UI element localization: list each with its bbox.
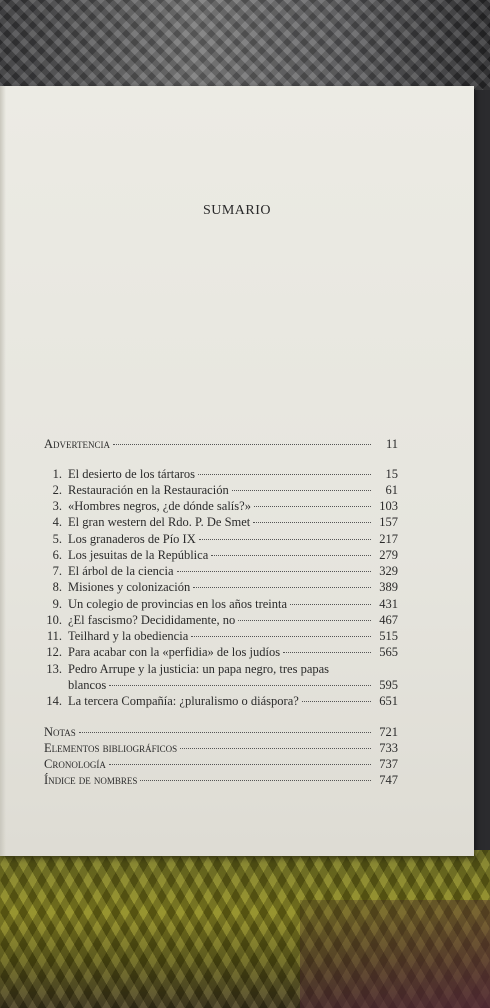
toc-label: Los jesuitas de la República	[68, 548, 209, 562]
toc-chapter-number: 3.	[52, 499, 62, 513]
toc-label: Cronología	[44, 757, 106, 771]
toc-row-advertencia	[44, 437, 398, 452]
toc-row-chapter	[40, 597, 398, 612]
toc-label: Restauración en la Restauración	[68, 483, 229, 497]
toc-label: Pedro Arrupe y la justicia: un papa negro, tres papas	[68, 662, 330, 676]
dot-leader	[253, 522, 371, 523]
dot-leader	[79, 732, 371, 733]
toc-page-number: 217	[379, 532, 398, 546]
dot-leader	[193, 587, 371, 588]
toc-page-number: 565	[379, 645, 398, 659]
toc-label: ¿El fascismo? Decididamente, no	[68, 613, 236, 627]
toc-page-number: 747	[379, 773, 398, 787]
toc-page-number: 737	[379, 757, 398, 771]
toc-row-chapter	[40, 499, 398, 514]
toc-row-chapter	[40, 532, 398, 547]
page-title: SUMARIO	[202, 203, 272, 218]
dot-leader	[211, 555, 371, 556]
toc-row-chapter	[40, 580, 398, 595]
toc-row-chapter	[40, 564, 398, 579]
toc-chapter-number: 1.	[52, 467, 62, 481]
toc-label: El árbol de la ciencia	[68, 564, 174, 578]
toc-page-number: 61	[385, 483, 398, 497]
toc-chapter-number: 14.	[46, 694, 62, 708]
dot-leader	[254, 506, 371, 507]
toc-label: Un colegio de provincias en los años treinta	[68, 597, 288, 611]
toc-row-chapter	[40, 629, 398, 644]
toc-page-number: 721	[379, 725, 398, 739]
toc-label: Teilhard y la obediencia	[68, 629, 189, 643]
toc-page-number: 11	[385, 437, 398, 451]
toc-label: Índice de nombres	[44, 773, 138, 787]
toc-page-number: 157	[379, 515, 398, 529]
toc-label: Misiones y colonización	[68, 580, 191, 594]
toc-label: El desierto de los tártaros	[68, 467, 196, 481]
toc-row-indice	[44, 773, 398, 788]
toc-label: Elementos bibliográficos	[44, 741, 178, 755]
toc-label: Advertencia	[44, 437, 110, 451]
toc-label: Para acabar con la «perfidia» de los judíos	[68, 645, 281, 659]
toc-chapter-number: 13.	[46, 662, 62, 676]
toc-page-number: 329	[379, 564, 398, 578]
dot-leader	[302, 701, 371, 702]
toc-chapter-number: 12.	[46, 645, 62, 659]
toc-chapter-number: 9.	[52, 597, 62, 611]
toc-chapter-number: 7.	[52, 564, 62, 578]
toc-row-chapter-continued	[68, 678, 398, 693]
toc-label: La tercera Compañía: ¿pluralismo o diáspora?	[68, 694, 299, 708]
dot-leader	[113, 444, 371, 445]
toc-page-number: 103	[379, 499, 398, 513]
toc-row-cronologia	[44, 757, 398, 772]
dot-leader	[199, 539, 371, 540]
background-cushion	[300, 900, 490, 1008]
dot-leader	[290, 604, 371, 605]
dot-leader	[232, 490, 371, 491]
toc-page-number: 467	[379, 613, 398, 627]
dot-leader	[198, 474, 371, 475]
toc-chapter-number: 2.	[52, 483, 62, 497]
toc-label: Los granaderos de Pío IX	[68, 532, 196, 546]
toc-chapter-number: 11.	[46, 629, 62, 643]
toc-chapter-number: 4.	[52, 515, 62, 529]
dot-leader	[180, 748, 371, 749]
toc-row-chapter	[40, 645, 398, 660]
page-edge	[0, 86, 6, 856]
toc-row-chapter	[40, 467, 398, 482]
toc-chapter-number: 5.	[52, 532, 62, 546]
toc-row-chapter	[40, 662, 398, 677]
dot-leader	[177, 571, 372, 572]
dot-leader	[191, 636, 371, 637]
toc-chapter-number: 6.	[52, 548, 62, 562]
toc-chapter-number: 10.	[46, 613, 62, 627]
dot-leader	[109, 764, 371, 765]
toc-row-chapter	[40, 548, 398, 563]
toc-row-chapter	[40, 694, 398, 709]
toc-row-chapter	[40, 483, 398, 498]
dot-leader	[109, 685, 371, 686]
toc-label: «Hombres negros, ¿de dónde salís?»	[68, 499, 251, 513]
toc-label: El gran western del Rdo. P. De Smet	[68, 515, 251, 529]
toc-row-bibliografia	[44, 741, 398, 756]
toc-row-notas	[44, 725, 398, 740]
toc-row-chapter	[40, 515, 398, 530]
dot-leader	[283, 652, 371, 653]
toc-page-number: 389	[379, 580, 398, 594]
toc-row-chapter	[40, 613, 398, 628]
dot-leader	[238, 620, 371, 621]
toc-label-continued: blancos	[68, 678, 107, 692]
toc-page-number: 651	[379, 694, 398, 708]
toc-page-number: 15	[385, 467, 398, 481]
toc-chapter-number: 8.	[52, 580, 62, 594]
dot-leader	[140, 780, 371, 781]
toc-page-number: 733	[379, 741, 398, 755]
toc-page-number: 595	[379, 678, 398, 692]
toc-page-number: 431	[379, 597, 398, 611]
background-fabric-top	[0, 0, 490, 90]
toc-label: Notas	[44, 725, 76, 739]
toc-page-number: 279	[379, 548, 398, 562]
toc-page-number: 515	[379, 629, 398, 643]
